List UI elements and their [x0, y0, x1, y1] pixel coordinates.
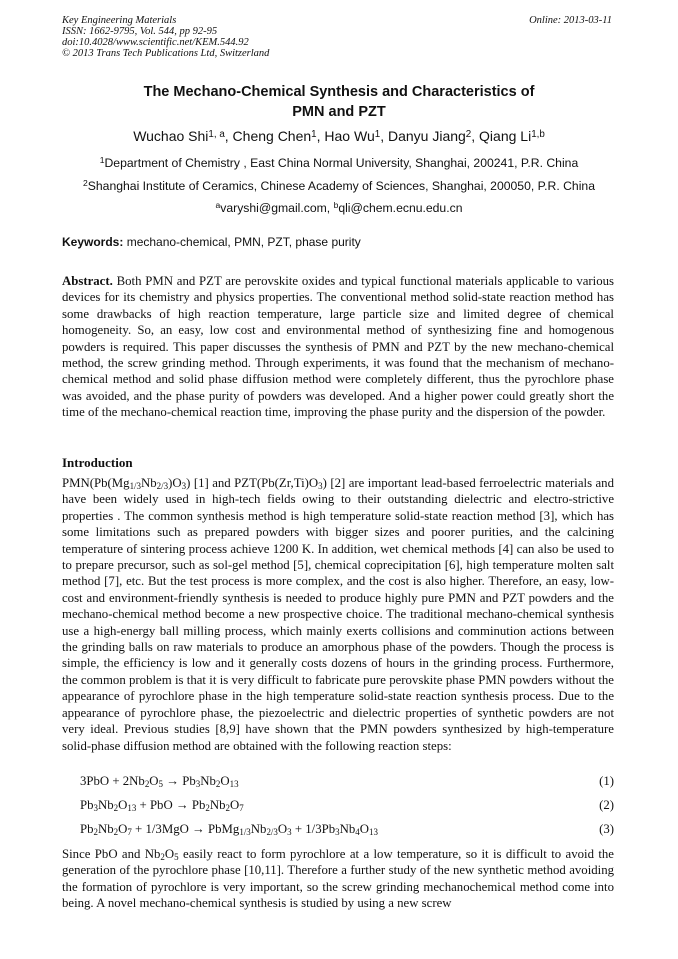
text-run: Nb: [141, 476, 157, 490]
eq-text: Nb: [98, 822, 114, 836]
author-sep: ,: [380, 128, 388, 144]
subscript: 7: [127, 827, 132, 838]
issn-line: ISSN: 1662-9795, Vol. 544, pp 92-95: [62, 26, 218, 37]
abstract: [62, 273, 614, 421]
affiliation-text: Department of Chemistry , East China Normal University, Shanghai, 200241, P.R. China: [104, 156, 579, 170]
affiliation-text: Shanghai Institute of Ceramics, Chinese Academy of Sciences, Shanghai, 200050, P.R. China: [87, 179, 595, 193]
text-run: Since PbO and Nb: [62, 847, 161, 861]
eq-text: Nb: [339, 822, 356, 836]
email-a: varyshi@gmail.com,: [220, 201, 334, 215]
subscript: 2: [215, 779, 221, 790]
email-sup: b: [333, 200, 339, 211]
subscript: 2: [160, 852, 165, 863]
online-date: Online: 2013-03-11: [529, 15, 612, 26]
eq-text: O: [277, 822, 288, 836]
subscript: 3: [335, 827, 340, 838]
title-line-2: PMN and PZT: [292, 104, 386, 120]
eq-text: O: [230, 798, 240, 812]
subscript: 5: [158, 779, 164, 790]
author-emails: [62, 201, 616, 215]
subscript: 2: [113, 827, 119, 838]
subscript: 2: [93, 827, 98, 838]
subscript: 2/3: [156, 481, 169, 492]
subscript: 5: [174, 852, 179, 863]
author-sup: 1, a: [208, 128, 225, 140]
email-b: qli@chem.ecnu.edu.cn: [338, 201, 463, 215]
equation-3: [80, 822, 614, 837]
keywords-label: Keywords:: [62, 235, 124, 249]
equation-number: (3): [599, 822, 614, 836]
eq-text: O: [118, 822, 128, 836]
eq-text: 3PbO + 2Nb: [80, 774, 145, 788]
closing-paragraph: [62, 846, 614, 912]
keywords-text: mechano-chemical, PMN, PZT, phase purity: [123, 235, 361, 249]
affiliation-1: [62, 156, 616, 170]
author: Qiang Li: [479, 128, 532, 144]
subscript: 1/3: [129, 481, 142, 492]
section-heading: Introduction: [62, 455, 133, 470]
eq-text: → Pb: [163, 774, 196, 788]
author: Cheng Chen: [232, 128, 312, 144]
eq-text: + 1/3Pb: [291, 822, 336, 836]
author-sup: 1: [374, 128, 381, 140]
author-sep: ,: [224, 128, 233, 144]
author-sup: 2: [465, 128, 472, 140]
author-sep: ,: [316, 128, 325, 144]
eq-text: Nb: [200, 774, 216, 788]
author-sup: 1: [311, 128, 317, 140]
equation-number: (1): [599, 774, 614, 788]
eq-text: Nb: [209, 798, 226, 812]
author: Wuchao Shi: [133, 128, 209, 144]
subscript: 13: [229, 779, 239, 790]
email-sup: a: [215, 200, 221, 211]
eq-text: O: [220, 774, 230, 788]
eq-text: O: [118, 798, 128, 812]
subscript: 4: [355, 827, 360, 838]
text-run: O: [164, 847, 175, 861]
subscript: 13: [368, 827, 378, 838]
title-line-1: The Mechano-Chemical Synthesis and Characteristics of: [143, 84, 535, 100]
subscript: 3: [181, 481, 187, 492]
subscript: 2: [205, 803, 210, 814]
affiliation-sup: 2: [83, 178, 88, 189]
text-run: )O: [168, 476, 182, 490]
affiliation-2: [62, 179, 616, 193]
eq-text: Nb: [250, 822, 267, 836]
author-list: [62, 128, 616, 144]
subscript: 13: [127, 803, 137, 814]
text-run: ) [1] and PZT(Pb(Zr,Ti)O: [186, 476, 319, 490]
text-run: PMN(Pb(Mg: [62, 476, 130, 490]
author: Danyu Jiang: [387, 128, 466, 144]
author: Hao Wu: [324, 128, 375, 144]
abstract-text: Both PMN and PZT are perovskite oxides and typical functional materials applicable to various devices for its chemistry and physics properties. The conventional method solid-state reaction method has some drawbacks of high reaction temperature, large particle size and limited degree of chemical homogeneity. So, an easy, low cost and environmental method of synthesizing fine and homogenous powders is required. This paper discusses the synthesis of PMN and PZT by the new mechano-chemical method, the screw grinding method. Through experiments, it was found that the mechanism of mechano-chemical method and solid phase diffusion method were completely different, thus the pyrochlore phase was avoided, and the phase purity of powders was developed. And a higher power could greatly short the time of the mechano-chemical reaction time, improving the phase purity and the dispersion of the powder.: [62, 274, 614, 420]
doi-line: doi:10.4028/www.scientific.net/KEM.544.92: [62, 37, 249, 48]
text-run: easily react to form pyrochlore at a low temperature, so it is difficult to avoid the generation of the pyrochlore phase [10,11]. Therefore a further study of the new synthetic method avoiding the formation of pyrochlore is very important, so the screw grinding mechanochemical method come into being. A novel mechano-chemical synthesis is studied by using a new screw: [62, 847, 614, 911]
subscript: 2: [113, 803, 119, 814]
copyright-line: © 2013 Trans Tech Publications Ltd, Switzerland: [62, 48, 270, 59]
subscript: 2: [144, 779, 150, 790]
subscript: 3: [195, 779, 201, 790]
subscript: 1/3: [239, 827, 251, 838]
subscript: 3: [93, 803, 98, 814]
keywords: [62, 235, 361, 249]
journal-header: [62, 15, 269, 59]
eq-text: + PbO → Pb: [136, 798, 206, 812]
subscript: 7: [239, 803, 244, 814]
equation-2: [80, 798, 614, 813]
eq-text: + 1/3MgO → PbMg: [131, 822, 240, 836]
abstract-label: Abstract.: [62, 274, 113, 288]
equation-number: (2): [599, 798, 614, 812]
subscript: 2: [225, 803, 231, 814]
eq-text: Pb: [80, 798, 94, 812]
subscript: 2/3: [266, 827, 278, 838]
equation-1: [80, 774, 614, 789]
paper-title: [62, 82, 616, 122]
subscript: 3: [287, 827, 292, 838]
eq-text: O: [359, 822, 369, 836]
eq-text: Nb: [98, 798, 114, 812]
affiliation-sup: 1: [99, 155, 105, 166]
author-sup: 1,b: [531, 128, 545, 140]
eq-text: O: [149, 774, 159, 788]
journal-name: Key Engineering Materials: [62, 15, 177, 26]
intro-paragraph: [62, 475, 614, 754]
subscript: 3: [318, 481, 323, 492]
author-sep: ,: [471, 128, 480, 144]
eq-text: Pb: [80, 822, 94, 836]
text-run: ) [2] are important lead-based ferroelectric materials and have been widely used in high-tech fields owing to their outstanding dielectric and electro-strictive properties . The common synthesis method is high temperature solid-state reaction method [3], which has some limitations such as prepared powders with bigger sizes and poorer purities, and the calcining temperature of sintering process achieve 1200 K. In addition, wet chemical methods [4] can also be used to to prepare precursor, such as sol-gel method [5], chemical coprecipitation [6], high temperature molten salt method [7], etc. But the test process is more complex, and the cost is also higher. Therefore, an easy, low-cost and environment-friendly synthesis is needed to produce highly pure PMN and PZT powders and the mechano-chemical method become a new prospective choice. The traditional mechano-chemical synthesis use a high-energy ball milling process, which mainly exerts collisions and comminution actions between the grinding balls on raw materials to produce an amorphous phase of the powders. Though the process is simple, the efficiency is low and it generally costs dozens of hours in the grinding process. Furthermore, the common problem is that it is very difficult to fabricate pure perovskite phase PMN powders without the appearance of pyrochlore phase in the high temperature solid-state reaction synthesis process. Due to the appearance of pyrochlore phase, the piezoelectric and dielectric properties of synthetic powders are not very ideal. Previous studies [8,9] have shown that the PMN powders synthesized by high-temperature solid-phase diffusion method are obtained with the following reaction steps:: [62, 476, 614, 753]
